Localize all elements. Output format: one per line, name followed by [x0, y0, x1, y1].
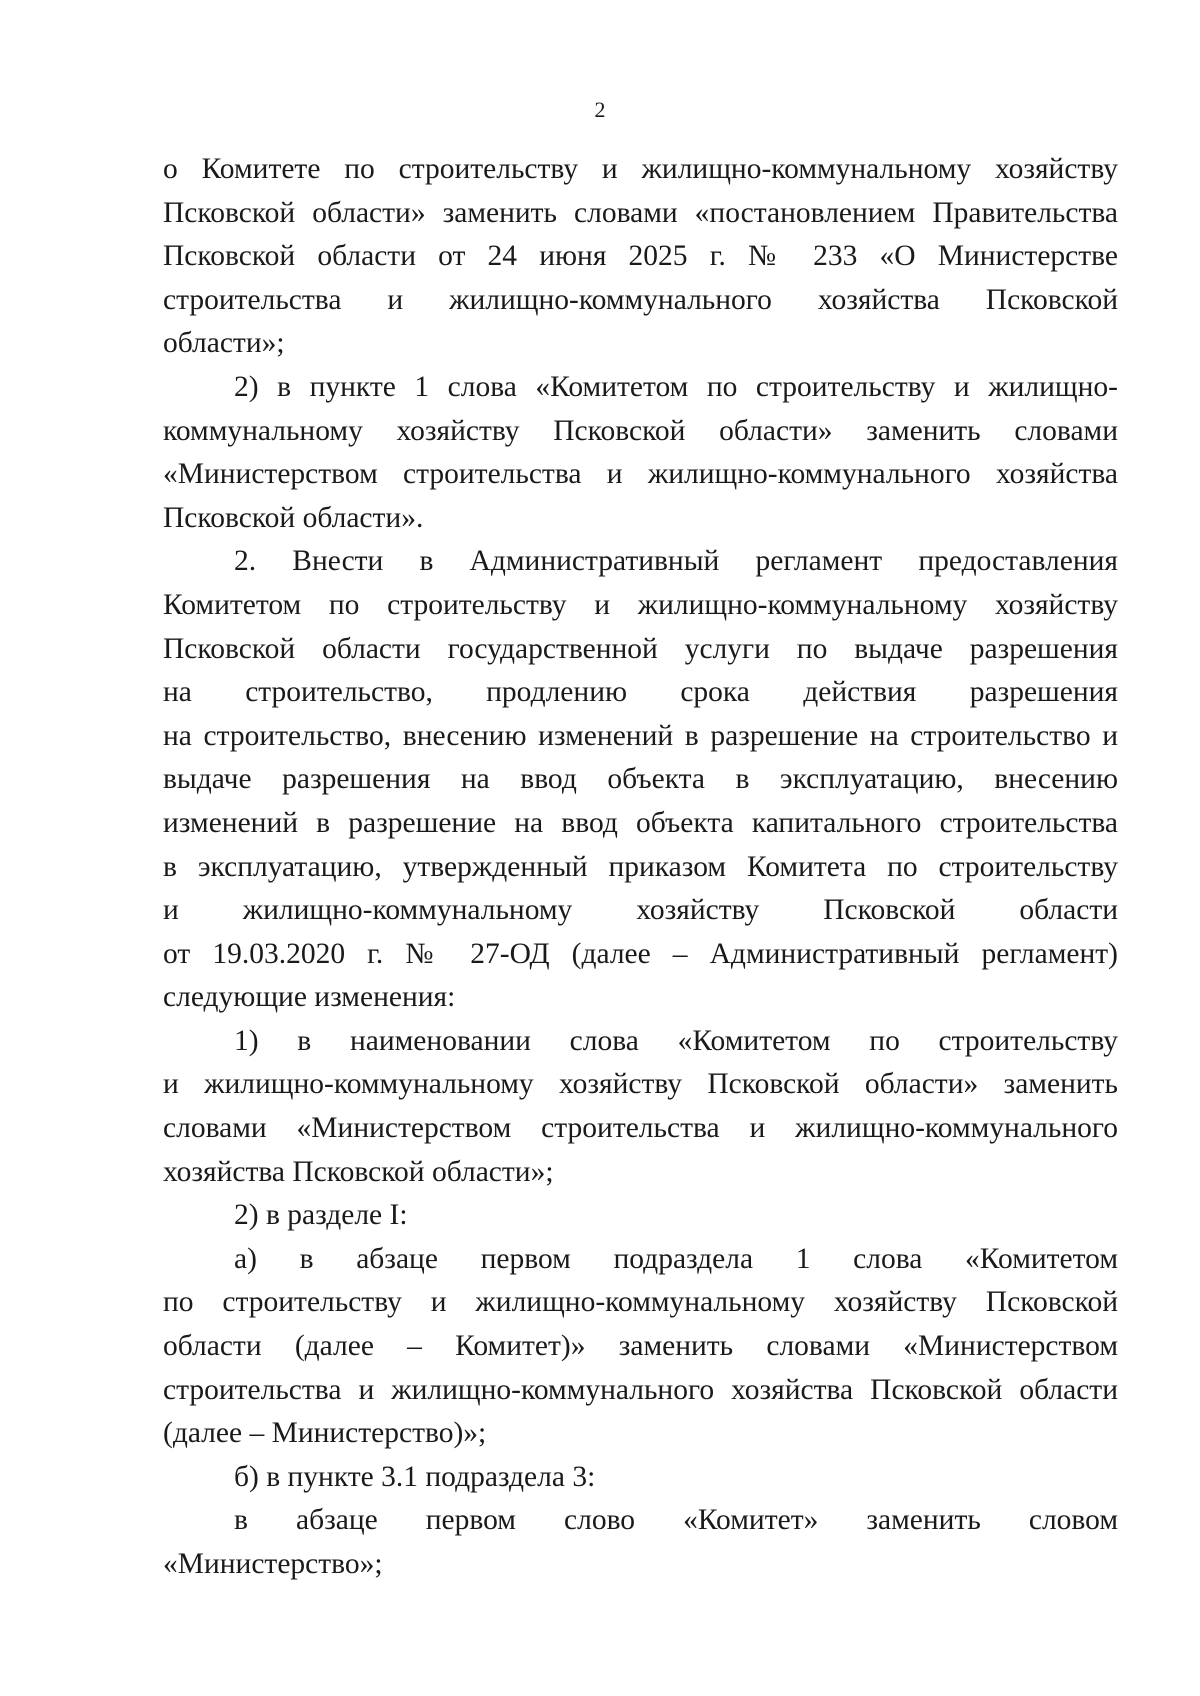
- text-line: Псковской области» заменить словами «постановлением Правительства: [163, 196, 1118, 229]
- paragraph: [163, 1238, 1118, 1456]
- document-body: [163, 148, 1118, 1587]
- paragraph: [163, 1456, 1118, 1500]
- text-line: 2) в пункте 1 слова «Комитетом по строительству и жилищно-: [234, 370, 1118, 403]
- text-line: строительства и жилищно-коммунального хозяйства Псковской области: [163, 1373, 1118, 1406]
- text-line: строительства и жилищно-коммунального хозяйства Псковской: [163, 283, 1118, 316]
- paragraph: [163, 1020, 1118, 1194]
- paragraph: [163, 1499, 1118, 1586]
- text-line: 1) в наименовании слова «Комитетом по строительству: [234, 1024, 1118, 1057]
- text-line: в абзаце первом слово «Комитет» заменить словом: [234, 1504, 1118, 1537]
- text-line: о Комитете по строительству и жилищно-коммунальному хозяйству: [163, 153, 1118, 185]
- text-line: области»;: [163, 327, 285, 360]
- text-line: и жилищно-коммунальному хозяйству Псковской области: [163, 894, 1118, 927]
- text-line: б) в пункте 3.1 подраздела 3:: [234, 1460, 596, 1493]
- text-line: «Министерством строительства и жилищно-коммунального хозяйства: [163, 458, 1118, 491]
- text-line: хозяйства Псковской области»;: [163, 1155, 554, 1188]
- paragraph: [163, 1194, 1118, 1238]
- text-line: Псковской области от 24 июня 2025 г. № 233 «О Министерстве: [163, 240, 1118, 273]
- paragraph: [163, 366, 1118, 540]
- text-line: коммунальному хозяйству Псковской области» заменить словами: [163, 414, 1118, 447]
- text-line: изменений в разрешение на ввод объекта капитального строительства: [163, 806, 1118, 839]
- text-line: Псковской области».: [163, 501, 424, 534]
- page-number: 2: [594, 97, 606, 122]
- text-line: а) в абзаце первом подраздела 1 слова «Комитетом: [234, 1242, 1118, 1275]
- text-line: по строительству и жилищно-коммунальному хозяйству Псковской: [163, 1286, 1118, 1319]
- text-line: Псковской области государственной услуги по выдаче разрешения: [163, 632, 1118, 665]
- text-line: от 19.03.2020 г. № 27-ОД (далее – Административный регламент): [163, 937, 1118, 970]
- text-line: области (далее – Комитет)» заменить словами «Министерством: [163, 1330, 1118, 1363]
- text-line: словами «Министерством строительства и жилищно-коммунального: [163, 1112, 1118, 1145]
- text-line: 2) в разделе I:: [234, 1199, 408, 1232]
- text-line: (далее – Министерство)»;: [163, 1417, 487, 1450]
- text-line: на строительство, продлению срока действия разрешения: [163, 676, 1118, 709]
- text-line: в эксплуатацию, утвержденный приказом Комитета по строительству: [163, 850, 1118, 883]
- paragraph: [163, 148, 1118, 366]
- text-line: «Министерство»;: [163, 1548, 383, 1580]
- paragraph: [163, 540, 1118, 1020]
- text-line: Комитетом по строительству и жилищно-коммунальному хозяйству: [163, 588, 1118, 621]
- text-line: следующие изменения:: [163, 981, 456, 1014]
- text-line: и жилищно-коммунальному хозяйству Псковской области» заменить: [163, 1068, 1118, 1101]
- text-line: 2. Внести в Административный регламент предоставления: [234, 545, 1118, 578]
- text-line: выдаче разрешения на ввод объекта в эксплуатацию, внесению: [163, 763, 1118, 796]
- text-line: на строительство, внесению изменений в разрешение на строительство и: [163, 719, 1118, 752]
